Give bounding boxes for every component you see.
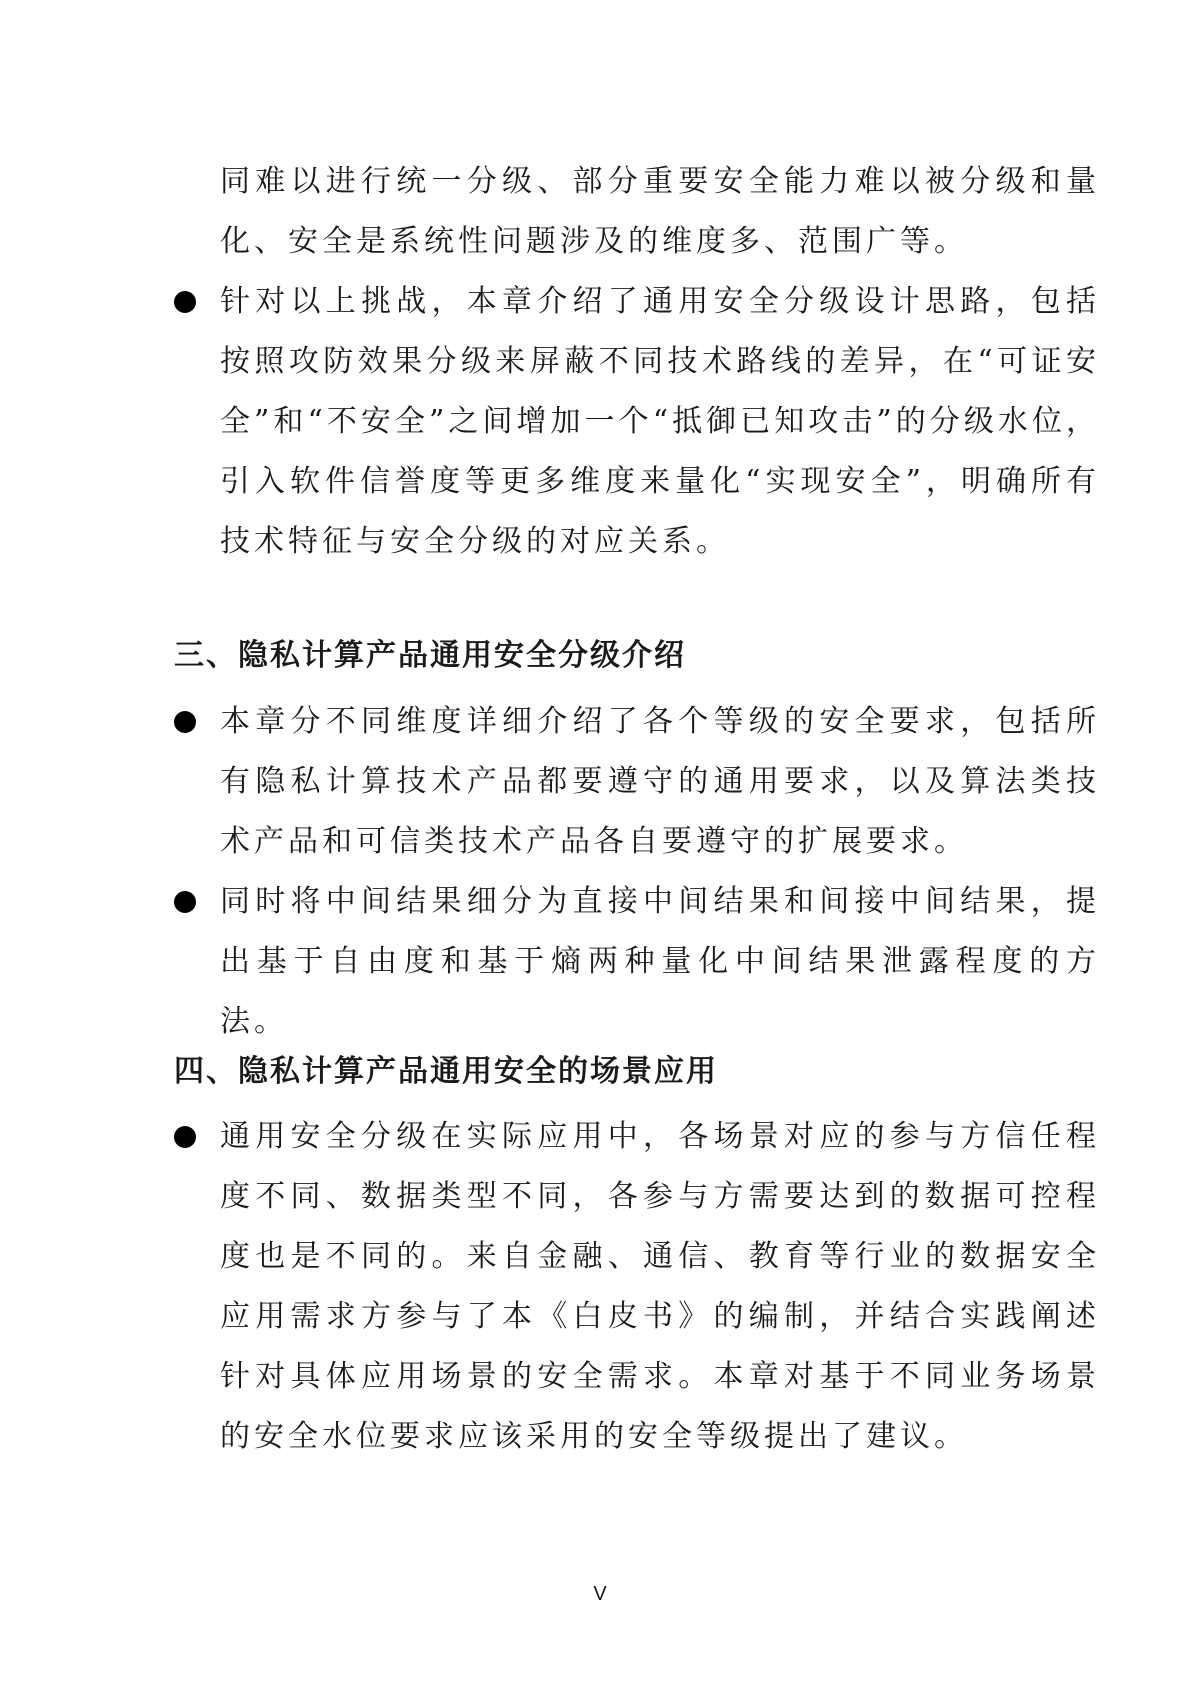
section3-bullet-2: 同时将中间结果细分为直接中间结果和间接中间结果，提出基于自由度和基于熵两种量化中间结果泄露程度的方法。 [220, 884, 1100, 1039]
bullet-icon [174, 711, 196, 733]
bullet-icon [174, 891, 196, 913]
bullet-paragraph-strategy: 针对以上挑战，本章介绍了通用安全分级设计思路，包括按照攻防效果分级来屏蔽不同技术路线的差异，在“可证安全”和“不安全”之间增加一个“抵御已知攻击”的分级水位，引入软件信誉度等更多维度来量化“实现安全”，明确所有技术特征与安全分级的对应关系。 [220, 284, 1100, 559]
section3-bullet-1: 本章分不同维度详细介绍了各个等级的安全要求，包括所有隐私计算技术产品都要遵守的通用要求，以及算法类技术产品和可信类技术产品各自要遵守的扩展要求。 [220, 704, 1100, 859]
section-heading-4: 四、隐私计算产品通用安全的场景应用 [174, 1054, 718, 1089]
bullet-icon [174, 291, 196, 313]
section4-bullet-1: 通用安全分级在实际应用中，各场景对应的参与方信任程度不同、数据类型不同，各参与方需要达到的数据可控程度也是不同的。来自金融、通信、教育等行业的数据安全应用需求方参与了本《白皮书》的编制，并结合实践阐述针对具体应用场景的安全需求。本章对基于不同业务场景的安全水位要求应该采用的安全等级提出了建议。 [220, 1119, 1100, 1454]
bullet-icon [174, 1126, 196, 1148]
continuation-paragraph: 同难以进行统一分级、部分重要安全能力难以被分级和量化、安全是系统性问题涉及的维度多、范围广等。 [220, 164, 1100, 259]
page-number: V [593, 1583, 607, 1605]
section-heading-3: 三、隐私计算产品通用安全分级介绍 [174, 638, 686, 673]
